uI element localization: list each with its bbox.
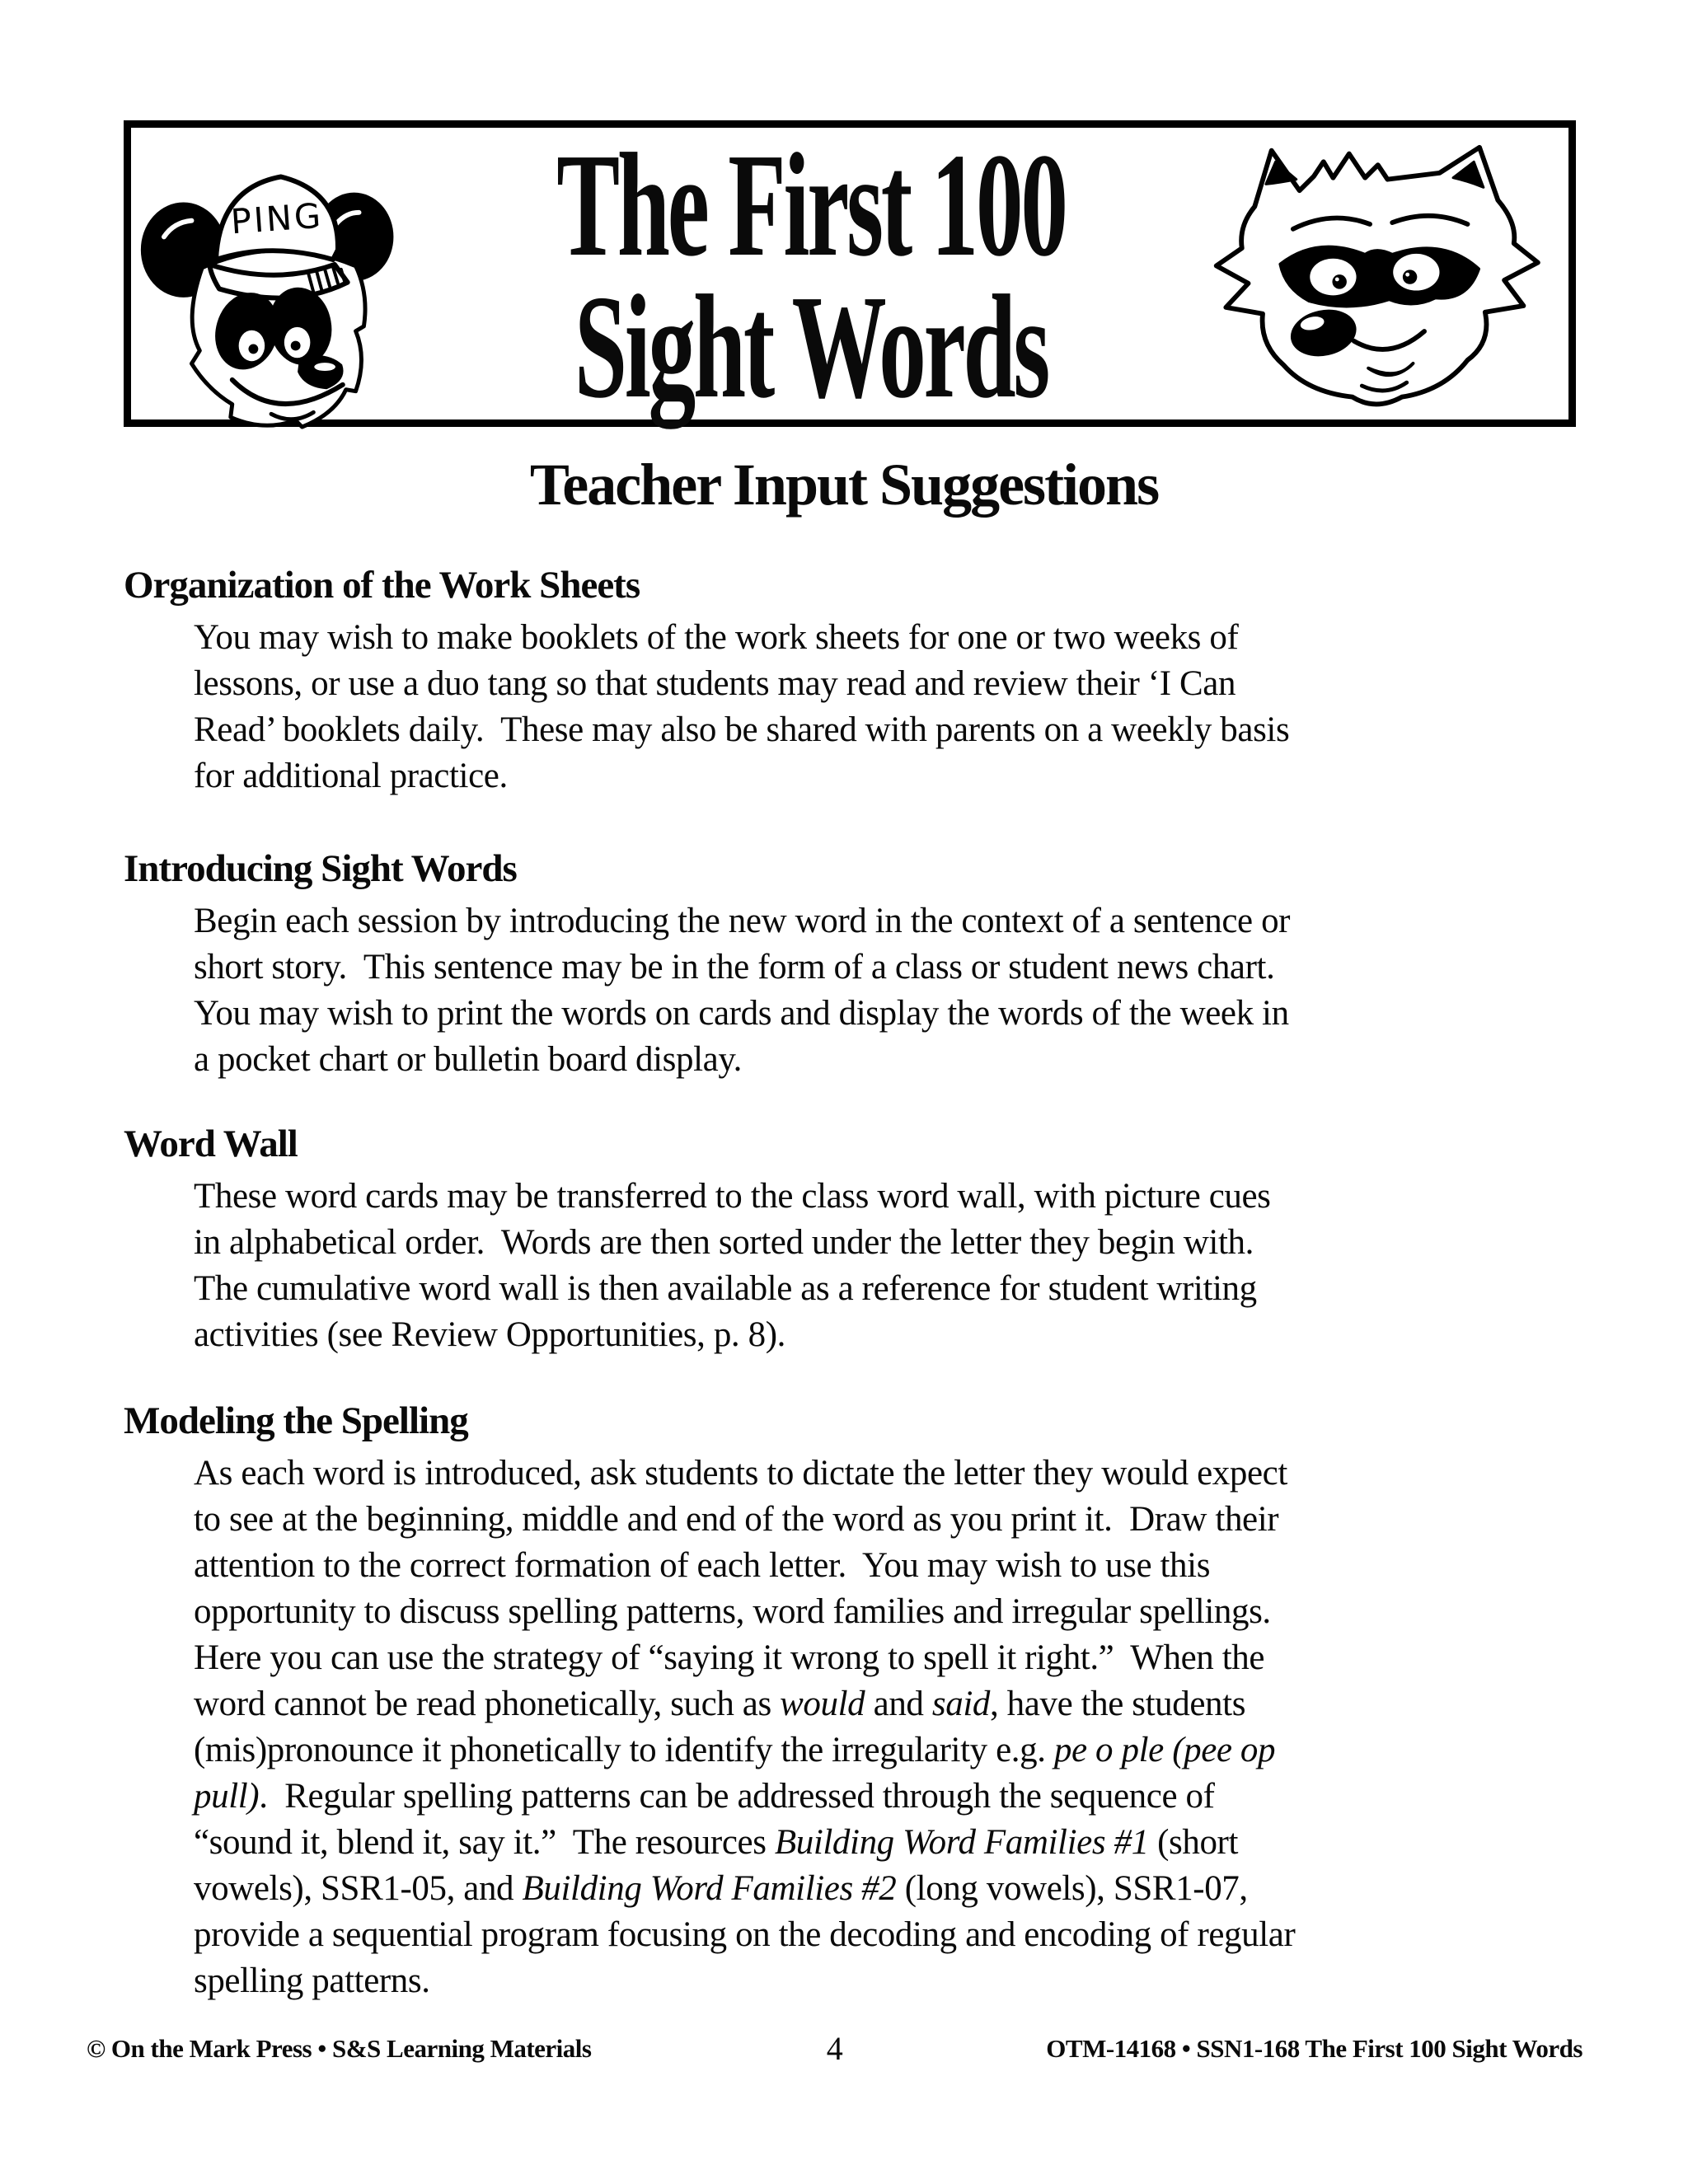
footer-copyright: © On the Mark Press • S&S Learning Materials [87, 2034, 592, 2063]
section-organization [124, 564, 1574, 799]
section-paragraph [194, 1174, 1574, 1358]
panda-mascot-illustration [139, 146, 411, 430]
banner-title-line1: The First 100 [556, 123, 1066, 287]
text-line: provide a sequential program focusing on the decoding and encoding of regular [194, 1915, 1296, 1954]
text-line: word cannot be read phonetically, such as would and said, have the students [194, 1685, 1246, 1723]
text-line: in alphabetical order. Words are then sorted under the letter they begin with. [194, 1223, 1254, 1262]
page-heading: Teacher Input Suggestions [529, 452, 1159, 518]
footer-product-code: OTM-14168 • SSN1-168 The First 100 Sight Words [1046, 2034, 1582, 2063]
text-line: activities (see Review Opportunities, p. 8). [194, 1315, 785, 1354]
title-banner [124, 120, 1576, 427]
footer-page-number: 4 [826, 2030, 843, 2067]
text-line: lessons, or use a duo tang so that students may read and review their ‘I Can [194, 664, 1236, 703]
section-paragraph [194, 615, 1574, 799]
text-line: Read’ booklets daily. These may also be shared with parents on a weekly basis [194, 710, 1290, 749]
text-line: “sound it, blend it, say it.” The resources Building Word Families #1 (short [194, 1823, 1239, 1862]
text-line: These word cards may be transferred to the class word wall, with picture cues [194, 1177, 1271, 1216]
section-title: Word Wall [124, 1122, 298, 1165]
text-line: attention to the correct formation of each letter. You may wish to use this [194, 1546, 1211, 1585]
banner-title [403, 123, 1219, 429]
text-line: (mis)pronounce it phonetically to identify the irregularity e.g. pe o ple (pee op [194, 1731, 1276, 1769]
text-line: vowels), SSR1-05, and Building Word Families #2 (long vowels), SSR1-07, [194, 1869, 1248, 1908]
section-word-wall [124, 1122, 1574, 1358]
raccoon-mascot-illustration [1194, 143, 1549, 415]
section-paragraph [194, 898, 1574, 1083]
text-line: Here you can use the strategy of “saying it wrong to spell it right.” When the [194, 1638, 1265, 1677]
section-modeling [124, 1399, 1574, 2004]
text-line: You may wish to print the words on cards and display the words of the week in [194, 994, 1289, 1033]
text-line: opportunity to discuss spelling patterns, word families and irregular spellings. [194, 1592, 1271, 1631]
section-title: Organization of the Work Sheets [124, 564, 640, 607]
page-footer [87, 2029, 1582, 2070]
text-line: Begin each session by introducing the new word in the context of a sentence or [194, 902, 1291, 940]
section-introducing [124, 847, 1574, 1083]
section-title: Modeling the Spelling [124, 1399, 468, 1442]
text-line: You may wish to make booklets of the work sheets for one or two weeks of [194, 618, 1239, 657]
banner-title-line2: Sight Words [574, 265, 1048, 429]
text-line: As each word is introduced, ask students to dictate the letter they would expect [194, 1454, 1287, 1493]
section-paragraph [194, 1451, 1574, 2004]
section-title: Introducing Sight Words [124, 847, 517, 890]
panda-cap-label: PING [229, 195, 325, 242]
text-line: spelling patterns. [194, 1961, 430, 2000]
text-line: a pocket chart or bulletin board display. [194, 1040, 743, 1079]
text-line: pull). Regular spelling patterns can be addressed through the sequence of [194, 1777, 1215, 1816]
text-line: for additional practice. [194, 757, 508, 795]
text-line: The cumulative word wall is then available as a reference for student writing [194, 1269, 1257, 1308]
text-line: short story. This sentence may be in the form of a class or student news chart. [194, 948, 1275, 987]
text-line: to see at the beginning, middle and end of the word as you print it. Draw their [194, 1500, 1279, 1539]
